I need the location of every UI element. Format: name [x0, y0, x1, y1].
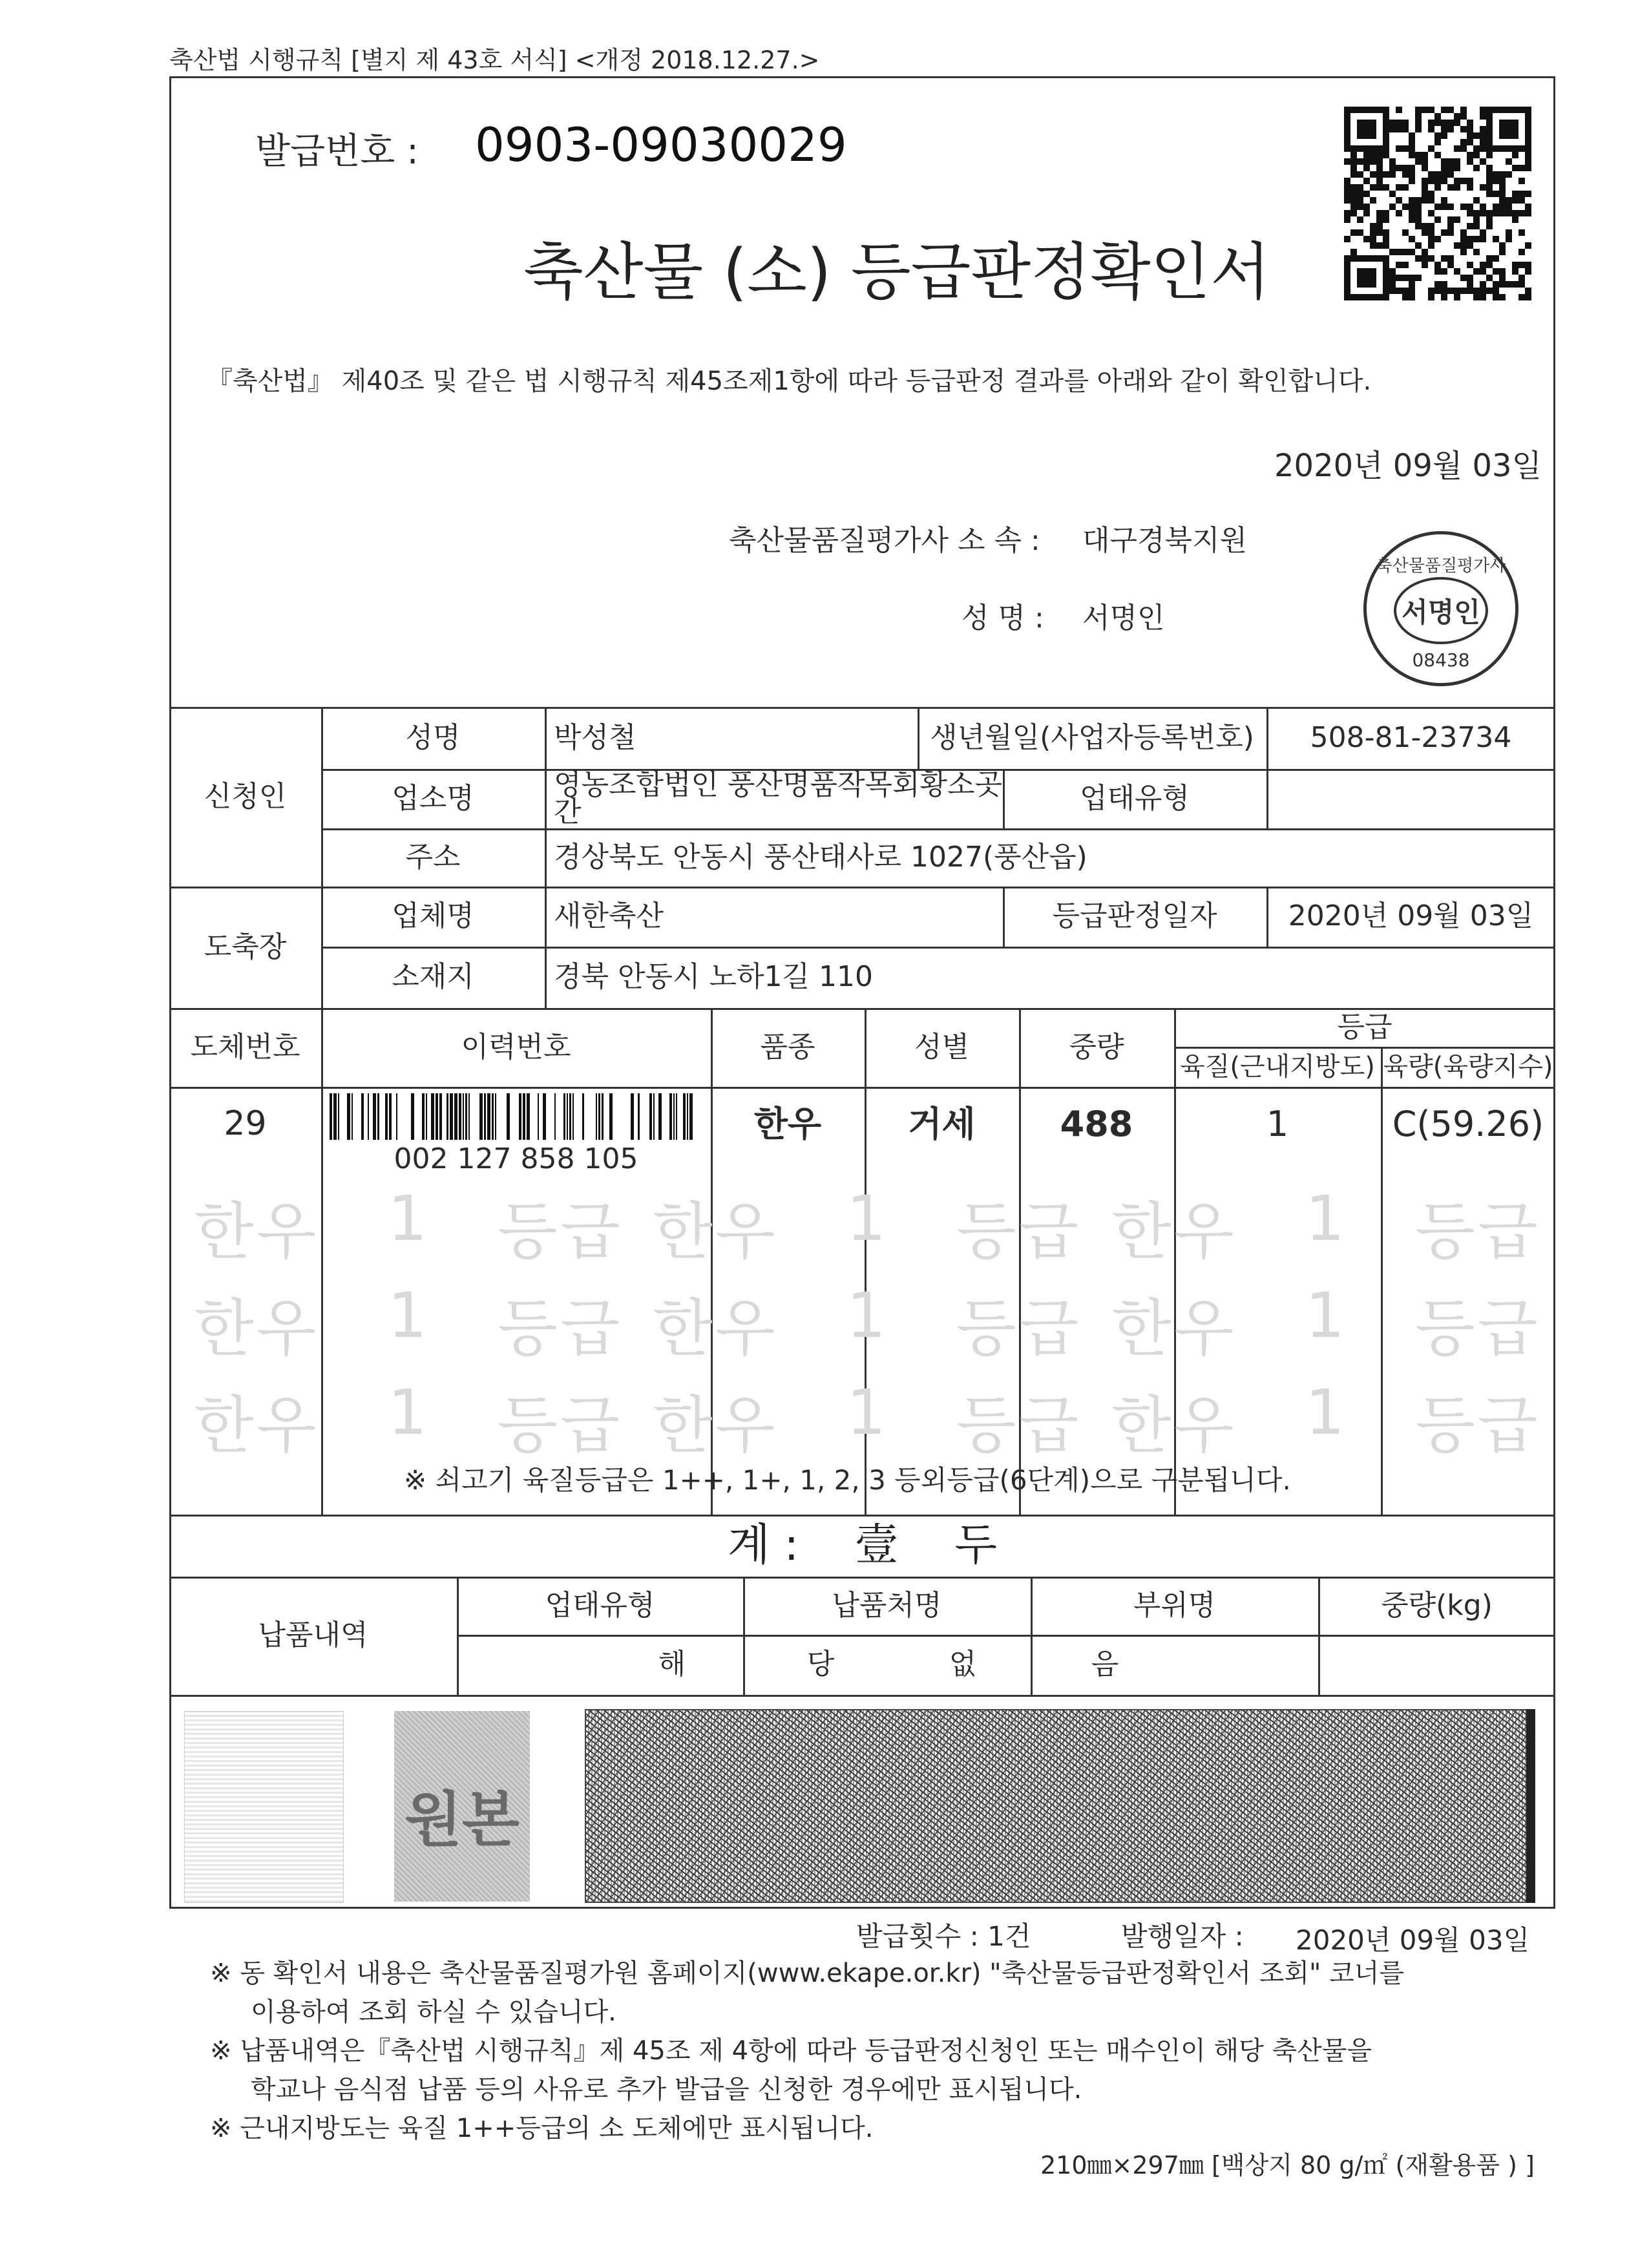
yield-grade: C(59.26) — [1392, 1104, 1544, 1145]
delivery-section-label: 납품내역 — [258, 1619, 368, 1652]
seal-ring-text: 축산물품질평가사 — [1376, 556, 1506, 576]
delivery-header-part: 부위명 — [1133, 1588, 1216, 1622]
seal-number: 08438 — [1412, 649, 1470, 671]
business-type-label: 업태유형 — [1079, 781, 1190, 815]
location-label: 소재지 — [392, 960, 474, 994]
form-header: 축산법 시행규칙 [별지 제 43호 서식] <개정 2018.12.27.> — [169, 46, 820, 74]
header-trace-no: 이력번호 — [461, 1030, 571, 1064]
header-yield-grade: 육량(육량지수) — [1383, 1052, 1553, 1082]
delivery-value: 해 — [658, 1648, 686, 1681]
applicant-name: 박성철 — [554, 720, 636, 754]
applicant-reg-label: 생년월일(사업자등록번호) — [930, 720, 1254, 754]
grade-note: ※ 쇠고기 육질등급은 1++, 1+, 1, 2, 3 등외등급(6단계)으로 구분됩니다. — [404, 1464, 1291, 1496]
paper-spec: 210㎜×297㎜ [백상지 80 g/㎡ (재활용품 ) ] — [1040, 2151, 1535, 2179]
delivery-header-biz-type: 업태유형 — [545, 1588, 655, 1622]
footnote: 학교나 음식점 납품 등의 사유로 추가 발급을 신청한 경우에만 표시됩니다. — [251, 2075, 1082, 2105]
total-count: 계 : 壹 두 — [728, 1519, 997, 1571]
carcass-number: 29 — [224, 1104, 267, 1144]
footnote: ※ 납품내역은『축산법 시행규칙』제 45조 제 4항에 따라 등급판정신청인 또는 매수인이 해당 축산물을 — [210, 2036, 1372, 2066]
business-name: 영농조합법인 풍산명품작목회황소곳간 — [554, 768, 1003, 828]
original-stamp-text: 원본 — [404, 1785, 520, 1854]
issue-count: 발급횟수 : 1건 — [856, 1920, 1031, 1952]
original-stamp — [394, 1711, 530, 1902]
breed: 한우 — [753, 1104, 822, 1145]
header-quality-grade: 육질(근내지방도) — [1180, 1052, 1375, 1082]
issued-date: 2020년 09월 03일 — [1296, 1924, 1530, 1956]
evaluator-name-label: 성 명 : — [961, 602, 1044, 635]
security-strip-edge — [1526, 1709, 1535, 1903]
sex: 거세 — [908, 1104, 976, 1145]
grading-date: 2020년 09월 03일 — [1288, 899, 1534, 933]
footnote: 이용하여 조회 하실 수 있습니다. — [251, 1997, 616, 2027]
security-noise-pattern — [585, 1709, 1535, 1903]
trace-number: 002 127 858 105 — [394, 1142, 638, 1175]
evaluator-affiliation: 대구경북지원 — [1082, 524, 1248, 557]
applicant-section-label: 신청인 — [204, 779, 287, 813]
business-type-value — [1266, 769, 1555, 828]
delivery-header-weight: 중량(kg) — [1381, 1588, 1493, 1622]
quality-grade: 1 — [1266, 1104, 1289, 1145]
address: 경상북도 안동시 풍산태사로 1027(풍산읍) — [554, 840, 1087, 874]
company-name: 새한축산 — [554, 899, 664, 933]
address-label: 주소 — [405, 840, 461, 874]
delivery-value: 당 — [806, 1648, 835, 1681]
header-grade: 등급 — [1337, 1010, 1392, 1044]
evaluator-seal — [1363, 531, 1518, 686]
delivery-header-destination: 납품처명 — [832, 1588, 942, 1622]
header-breed: 품종 — [760, 1030, 815, 1064]
business-name-label: 업소명 — [392, 781, 474, 815]
issue-number-label: 발급번호 : — [255, 131, 419, 173]
issue-date: 2020년 09월 03일 — [1274, 448, 1542, 484]
qr-code-icon — [1344, 107, 1531, 300]
header-carcass-no: 도체번호 — [190, 1030, 300, 1064]
evaluator-affiliation-label: 축산물품질평가사 소 속 : — [729, 524, 1040, 557]
applicant-name-label: 성명 — [405, 720, 461, 754]
issue-number: 0903-09030029 — [475, 118, 847, 172]
weight: 488 — [1060, 1104, 1133, 1145]
grading-date-label: 등급판정일자 — [1052, 899, 1217, 933]
footnote: ※ 동 확인서 내용은 축산물품질평가원 홈페이지(www.ekape.or.kr) "축산물등급판정확인서 조회" 코너를 — [210, 1958, 1405, 1988]
company-label: 업체명 — [392, 899, 474, 933]
intro-text: 『축산법』 제40조 및 같은 법 시행규칙 제45조제1항에 따라 등급판정 결과를 아래와 같이 확인합니다. — [207, 366, 1372, 396]
applicant-reg-number: 508-81-23734 — [1310, 720, 1512, 754]
seal-name: 서명인 — [1402, 596, 1480, 628]
document-title: 축산물 (소) 등급판정확인서 — [523, 236, 1271, 308]
delivery-value: 없 — [949, 1648, 977, 1681]
issued-date-label: 발행일자 : — [1121, 1920, 1244, 1952]
barcode-icon — [330, 1093, 704, 1140]
slaughterhouse-section-label: 도축장 — [204, 930, 287, 963]
location: 경북 안동시 노하1길 110 — [554, 960, 873, 994]
delivery-value: 음 — [1091, 1648, 1119, 1681]
security-pattern-left — [184, 1711, 344, 1903]
header-sex: 성별 — [914, 1030, 969, 1064]
evaluator-name: 서명인 — [1082, 602, 1165, 635]
header-weight: 중량 — [1069, 1030, 1124, 1064]
footnote: ※ 근내지방도는 육질 1++등급의 소 도체에만 표시됩니다. — [210, 2114, 874, 2143]
